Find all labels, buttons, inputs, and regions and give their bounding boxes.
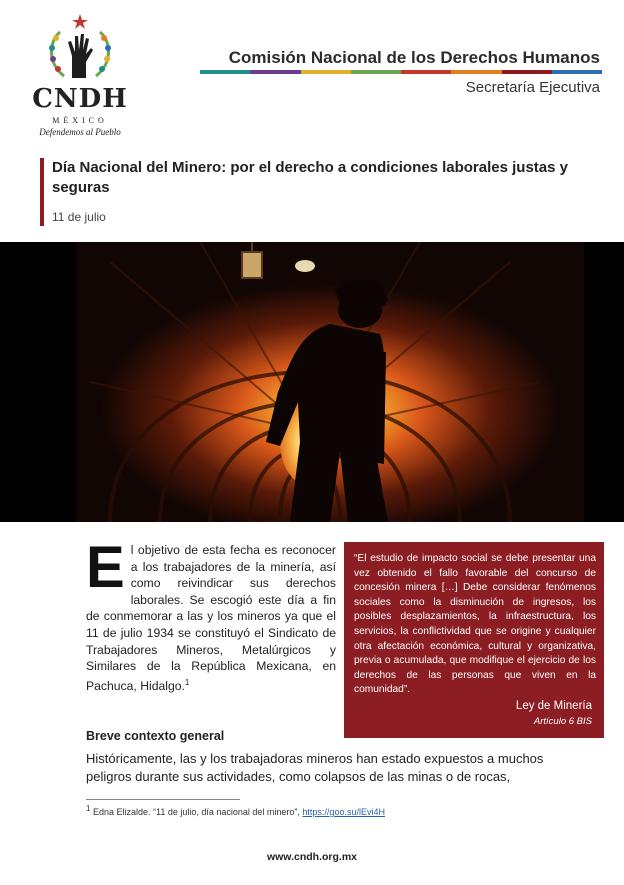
section-heading: Breve contexto general bbox=[86, 729, 225, 743]
stripe-segment bbox=[451, 70, 501, 74]
quote-article: Artículo 6 BIS bbox=[533, 716, 592, 727]
stripe-segment bbox=[401, 70, 451, 74]
article-date: 11 de julio bbox=[52, 210, 106, 224]
intro-text: l objetivo de esta fecha es reconocer a los trabajadores de la minería, así como reivindicar sus derechos laborales. Se escogió este día a fin de conmemorar a las y los mineros ya que el 11 de julio 1934 se constituyó el Sindicato de Trabajadores Mineros, Metalúrgicos y Similares de la República Mexicana, en Pachuca, Hidalgo. bbox=[86, 543, 336, 693]
footnote-link[interactable]: https://goo.su/lEvi4H bbox=[302, 807, 385, 817]
stripe-segment bbox=[351, 70, 401, 74]
color-stripe bbox=[200, 70, 602, 74]
footnote-reference[interactable]: 1 bbox=[184, 677, 190, 687]
title-accent-bar bbox=[40, 158, 44, 226]
cndh-logo bbox=[30, 12, 140, 142]
footnote bbox=[86, 804, 385, 817]
stripe-segment bbox=[200, 70, 250, 74]
stripe-segment bbox=[552, 70, 602, 74]
footnote-number: 1 bbox=[86, 804, 91, 813]
stripe-segment bbox=[301, 70, 351, 74]
logo-wordmark: CNDH bbox=[32, 84, 128, 114]
miner-silhouette-tunnel-photo bbox=[0, 242, 624, 522]
department-name: Secretaría Ejecutiva bbox=[465, 79, 600, 96]
footnote-divider bbox=[86, 799, 240, 800]
intro-paragraph bbox=[86, 535, 336, 694]
quote-text: “El estudio de impacto social se debe presentar una vez obtenido el fallo favorable del concurso de concesión minera […] Debe considerar fenómenos sociales como la disminución de ingresos, los posibles desplazamientos, la infraestructura, los servicios, la conflictividad que se origine y cualquier otra afectación económica, cultural y organizativa, previa o acumulada, que modifique el ejercicio de los derechos de las personas que viven en la comunidad”. bbox=[354, 553, 596, 696]
stripe-segment bbox=[502, 70, 552, 74]
drop-cap: E bbox=[86, 535, 125, 600]
logo-country: MÉXICO bbox=[52, 116, 108, 125]
raised-hand-emblem-icon bbox=[42, 12, 118, 84]
section-body: Históricamente, las y los trabajadoras mineros han estado expuestos a muchos peligros durante sus actividades, como colapsos de las minas o de rocas, bbox=[86, 751, 544, 784]
article-title: Día Nacional del Minero: por el derecho a condiciones laborales justas y seguras bbox=[52, 159, 568, 196]
quote-source: Ley de Minería bbox=[515, 700, 592, 712]
quote-box bbox=[344, 542, 604, 738]
stripe-segment bbox=[250, 70, 300, 74]
footnote-text: Edna Elizalde. “11 de julio, día nacional del minero”, bbox=[90, 807, 303, 817]
organization-name: Comisión Nacional de los Derechos Humanos bbox=[228, 48, 600, 67]
footer-website[interactable]: www.cndh.org.mx bbox=[266, 851, 358, 863]
logo-motto: Defendemos al Pueblo bbox=[39, 127, 121, 137]
